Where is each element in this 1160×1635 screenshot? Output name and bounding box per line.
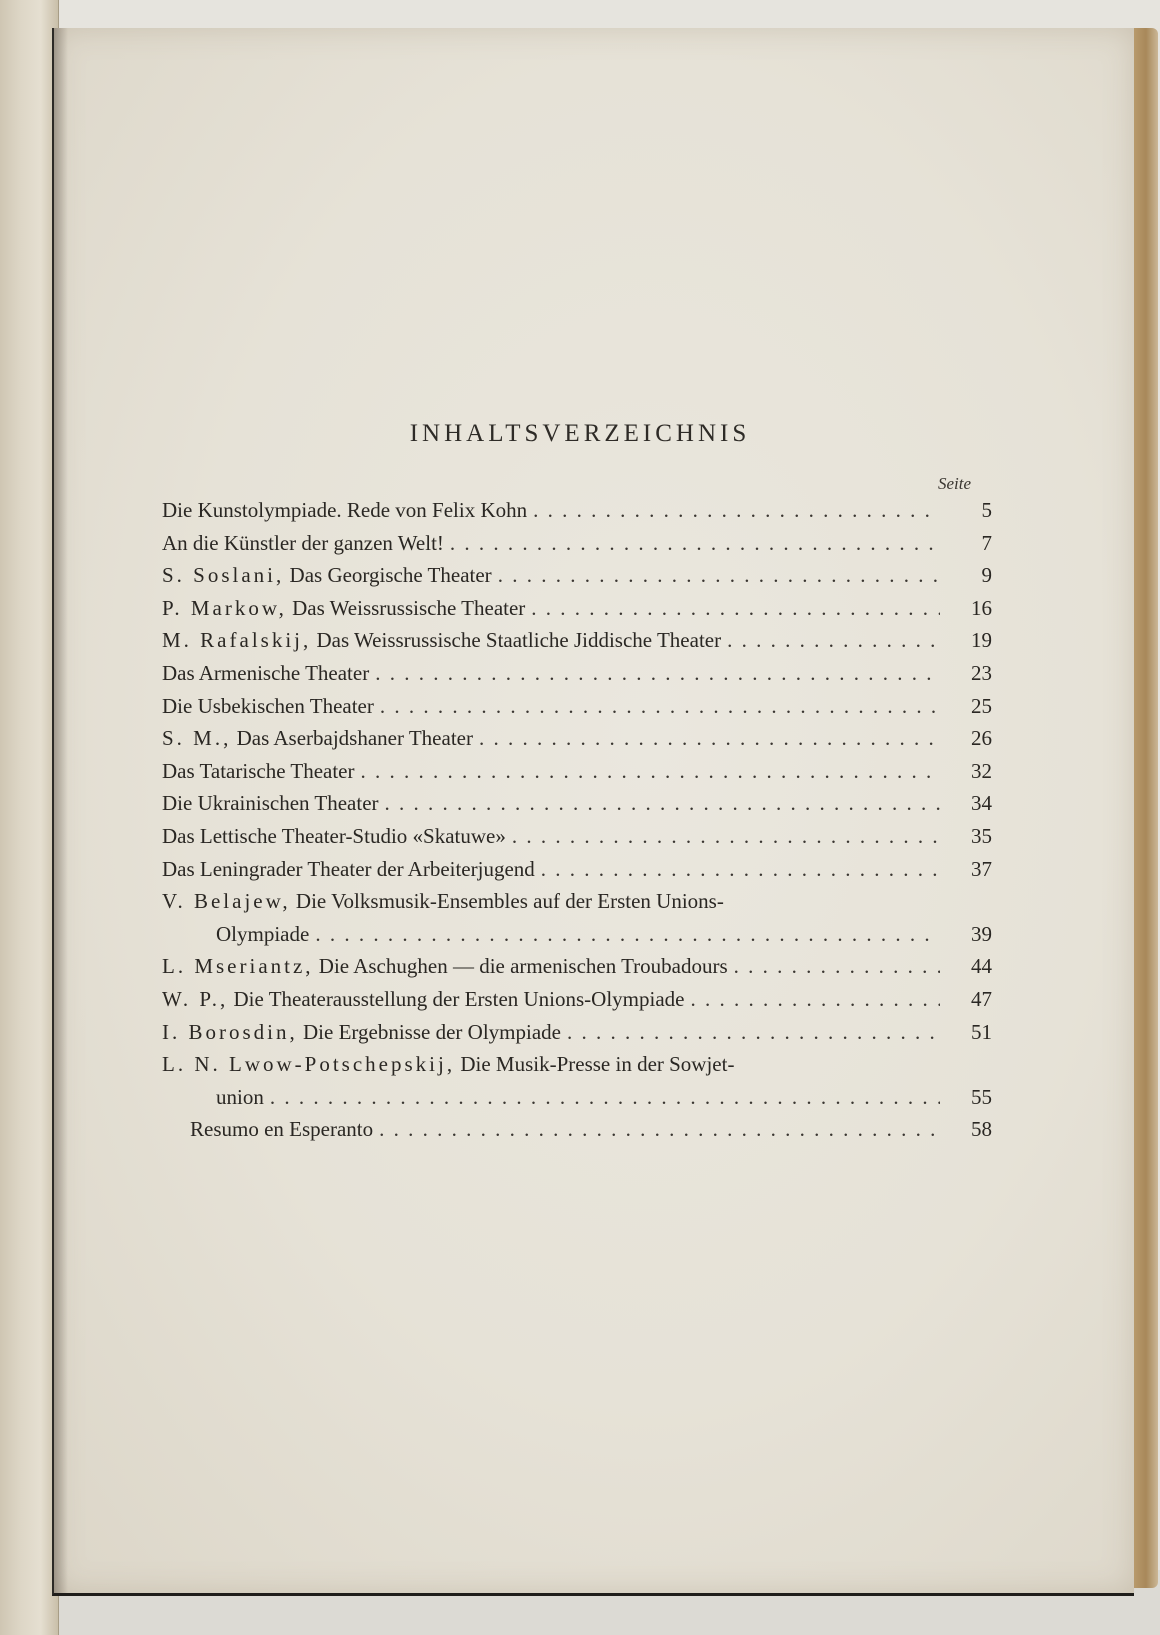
toc-entry-page: 5 <box>981 498 992 522</box>
toc-entry-page: 47 <box>971 986 992 1011</box>
toc-entry-page: 32 <box>971 758 992 783</box>
toc-entry-title: Die Ukrainischen Theater <box>162 791 379 816</box>
toc-entry-author: L. Mseriantz, <box>162 954 314 979</box>
toc-entry <box>162 657 992 690</box>
toc-entry-title: An die Künstler der ganzen Welt! <box>162 530 444 555</box>
dot-leader <box>444 527 940 560</box>
toc-entry-title-continuation: union <box>216 1084 264 1109</box>
toc-entry-page: 23 <box>971 660 992 685</box>
toc-entry-page: 9 <box>981 563 992 588</box>
toc-entry-title: Das Aserbajdshaner Theater <box>236 726 473 751</box>
dot-leader <box>309 918 940 951</box>
toc-entry-author: V. Belajew, <box>162 889 291 914</box>
dot-leader <box>525 592 940 625</box>
toc-entry-title: Das Lettische Theater-Studio «Skatuwe» <box>162 823 506 848</box>
previous-page-edge <box>0 0 59 1635</box>
toc-entry-title: Die Ergebnisse der Olympiade <box>303 1019 561 1044</box>
toc-entry-continuation <box>162 1081 992 1114</box>
toc-entry-author: S. Soslani, <box>162 563 285 588</box>
toc-entry <box>162 722 992 755</box>
toc-entry <box>162 950 992 983</box>
dot-leader <box>369 657 940 690</box>
toc-entry <box>162 592 992 625</box>
toc-entry-title: Die Kunstolympiade. Rede von Felix Kohn <box>162 498 528 522</box>
dot-leader <box>492 559 940 592</box>
toc-entry <box>162 853 992 886</box>
toc-entry-page: 58 <box>971 1117 992 1142</box>
toc-entry <box>162 1016 992 1049</box>
toc-entry-title: Die Musik-Presse in der Sowjet- <box>460 1052 735 1077</box>
toc-entry-title: Die Volksmusik-Ensembles auf der Ersten Unions- <box>295 889 724 914</box>
dot-leader <box>561 1016 940 1049</box>
toc-entry <box>162 885 992 918</box>
toc-entry-title: Das Tatarische Theater <box>162 758 355 783</box>
toc-entry <box>162 787 992 820</box>
dot-leader <box>527 494 940 527</box>
toc-entry-title: Das Armenische Theater <box>162 660 370 685</box>
dot-leader <box>506 820 940 853</box>
page-column-header: Seite <box>938 474 972 493</box>
toc-entry-page: 34 <box>971 791 992 816</box>
toc-entry-title: Die Aschughen — die armenischen Troubadours <box>318 954 728 979</box>
toc-entry-title: Das Georgische Theater <box>289 563 492 588</box>
toc-entry-page: 26 <box>971 726 992 751</box>
toc-entry <box>162 494 992 527</box>
toc-entry-page: 39 <box>971 921 992 946</box>
toc-entry <box>162 624 992 657</box>
toc-entry-title: Das Leningrader Theater der Arbeiterjugend <box>162 856 535 881</box>
toc-entry-title: Resumo en Esperanto <box>190 1117 374 1142</box>
gutter-shadow <box>54 28 68 1593</box>
dot-leader <box>264 1081 940 1114</box>
toc-entry <box>162 559 992 592</box>
toc-entry-page: 55 <box>971 1084 992 1109</box>
dot-leader <box>373 1113 940 1146</box>
toc-entry-author: L. N. Lwow-Potschepskij, <box>162 1052 456 1077</box>
dot-leader <box>379 787 940 820</box>
toc-entry-page: 44 <box>971 954 992 979</box>
toc-entry-title: Das Weissrussische Staatliche Jiddische Theater <box>316 628 722 653</box>
dot-leader <box>473 722 940 755</box>
toc-entry-author: I. Borosdin, <box>162 1019 298 1044</box>
toc-entry-author: W. P., <box>162 986 229 1011</box>
toc-entry <box>162 690 992 723</box>
toc-entry-page: 25 <box>971 693 992 718</box>
toc-entry-title: Das Weissrussische Theater <box>292 595 526 620</box>
toc-entry <box>162 820 992 853</box>
toc-entry <box>162 527 992 560</box>
toc-entry-title: Die Usbekischen Theater <box>162 693 374 718</box>
toc-entry-author: P. Markow, <box>162 595 287 620</box>
toc-entry <box>162 755 992 788</box>
dot-leader <box>535 853 940 886</box>
toc-entry <box>162 1113 992 1146</box>
toc-entry-continuation <box>162 918 992 951</box>
toc-entry-page: 16 <box>971 595 992 620</box>
toc-entry-page: 35 <box>971 823 992 848</box>
table-of-contents <box>162 494 992 1146</box>
toc-entry-page: 7 <box>981 530 992 555</box>
dot-leader <box>685 983 941 1016</box>
toc-entry-author: M. Rafalskij, <box>162 628 312 653</box>
toc-entry <box>162 1048 992 1081</box>
toc-entry-title: Die Theaterausstellung der Ersten Unions-Olympiade <box>233 986 685 1011</box>
dot-leader <box>355 755 941 788</box>
toc-entry-author: S. M., <box>162 726 232 751</box>
toc-entry-page: 51 <box>971 1019 992 1044</box>
dot-leader <box>728 950 940 983</box>
toc-entry-page: 19 <box>971 628 992 653</box>
toc-title: INHALTSVERZEICHNIS <box>409 420 751 447</box>
toc-entry-page: 37 <box>971 856 992 881</box>
dot-leader <box>721 624 940 657</box>
dot-leader <box>374 690 940 723</box>
toc-entry-title-continuation: Olympiade <box>216 921 310 946</box>
toc-entry <box>162 983 992 1016</box>
